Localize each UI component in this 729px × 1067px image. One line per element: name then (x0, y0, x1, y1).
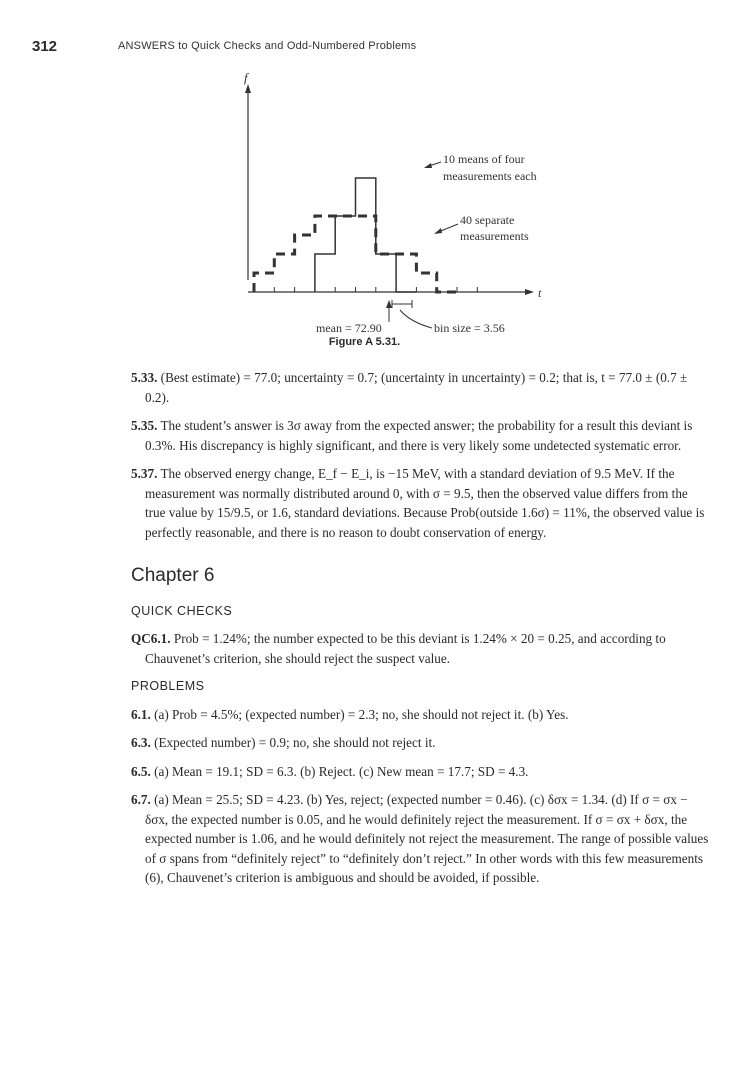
problem-text: (a) Mean = 25.5; SD = 4.23. (b) Yes, reject; (expected number = 0.46). (c) δσx = 1.34. (d) If σ = σx − δσx, the expected number is 0.05, and he would definitely reject the measurement. If σ = σx + δσx, the expected number is 1.06, and he would definitely not reject the measurement. The range of possible values of σ spans from “definitely reject” to “definitely don’t reject.” In other words with this few measurements (6), Chauvenet’s criterion is ambiguous and should be avoided, if possible. (145, 792, 709, 885)
bin-size-marker (392, 300, 432, 328)
answers-body (131, 368, 711, 897)
page-number: 312 (32, 38, 58, 55)
problem-5-33 (131, 368, 711, 407)
problem-text: (Expected number) = 0.9; no, she should not reject it. (154, 735, 436, 750)
problem-text: (a) Mean = 19.1; SD = 6.3. (b) Reject. (c) New mean = 17.7; SD = 4.3. (154, 763, 529, 779)
x-axis-label: t (538, 286, 542, 300)
x-axis-arrow (525, 289, 534, 295)
problem-6-3 (131, 733, 711, 753)
problem-number: 5.37. (131, 466, 158, 481)
quick-checks-heading: QUICK CHECKS (131, 603, 233, 618)
problem-number: QC6.1. (131, 631, 171, 646)
annotation-separate-line-2: measurements (460, 229, 529, 243)
problem-6-1 (131, 705, 711, 725)
x-axis (248, 286, 542, 300)
mean-marker-arrow (386, 300, 392, 308)
problem-number: 5.35. (131, 418, 158, 433)
annotation-means-of-four (424, 152, 537, 183)
problem-number: 6.1. (131, 706, 151, 722)
annotation-means-line-2: measurements each (443, 169, 537, 183)
bin-size-pointer (400, 310, 432, 328)
annotation-means-line-1: 10 means of four (443, 152, 525, 166)
problem-text: (a) Prob = 4.5%; (expected number) = 2.3; no, she should not reject it. (b) Yes. (154, 706, 569, 722)
annotation-separate (434, 213, 529, 243)
x-axis-ticks (254, 287, 477, 292)
problem-6-7 (131, 790, 711, 888)
y-axis-arrow (245, 84, 251, 93)
problem-number: 5.33. (131, 370, 158, 385)
running-head: ANSWERS to Quick Checks and Odd-Numbered Problems (118, 40, 417, 52)
bin-size-label: bin size = 3.56 (434, 321, 505, 335)
problem-6-5 (131, 762, 711, 782)
problem-text: (Best estimate) = 77.0; uncertainty = 0.7; (uncertainty in uncertainty) = 0.2; that is, t = 77.0 ± (0.7 ± 0.2). (145, 370, 688, 405)
problem-number: 6.5. (131, 763, 151, 779)
mean-marker (386, 300, 392, 322)
y-axis-label: f (244, 70, 248, 85)
annotation-separate-line-1: 40 separate (460, 213, 515, 227)
problems-heading: PROBLEMS (131, 679, 205, 693)
problem-text: The student’s answer is 3σ away from the expected answer; the probability for a result this deviant is 0.3%. His discrepancy is highly significant, and there is very likely some undetected systematic error. (145, 418, 693, 453)
problem-number: 6.7. (131, 792, 151, 807)
quick-check-6-1 (131, 629, 711, 668)
histogram-figure (0, 60, 729, 336)
problem-number: 6.3. (131, 735, 151, 750)
annotation-separate-arrowhead (434, 228, 442, 234)
annotation-means-arrowhead (424, 163, 432, 168)
problem-text: Prob = 1.24%; the number expected to be this deviant is 1.24% × 20 = 0.25, and according to Chauvenet’s criterion, she should reject the suspect value. (145, 631, 666, 666)
y-axis (244, 70, 251, 280)
page-header (32, 38, 692, 58)
histogram-means-of-four (315, 178, 417, 292)
problem-5-37 (131, 464, 711, 542)
problem-5-35 (131, 416, 711, 455)
histogram-separate-measurements (254, 216, 457, 292)
mean-label: mean = 72.90 (316, 321, 382, 335)
chapter-title: Chapter 6 (131, 565, 215, 586)
figure-caption: Figure A 5.31. (328, 336, 401, 348)
problem-text: The observed energy change, E_f − E_i, is −15 MeV, with a standard deviation of 9.5 MeV. If the measurement was normally distributed around 0, with σ = 9.5, then the observed value differs from the true value by 15/9.5, or 1.6, standard deviations. Because Prob(outside 1.6σ) = 11%, the observed value is perfectly reasonable, and there is no reason to doubt conservation of energy. (145, 466, 705, 540)
